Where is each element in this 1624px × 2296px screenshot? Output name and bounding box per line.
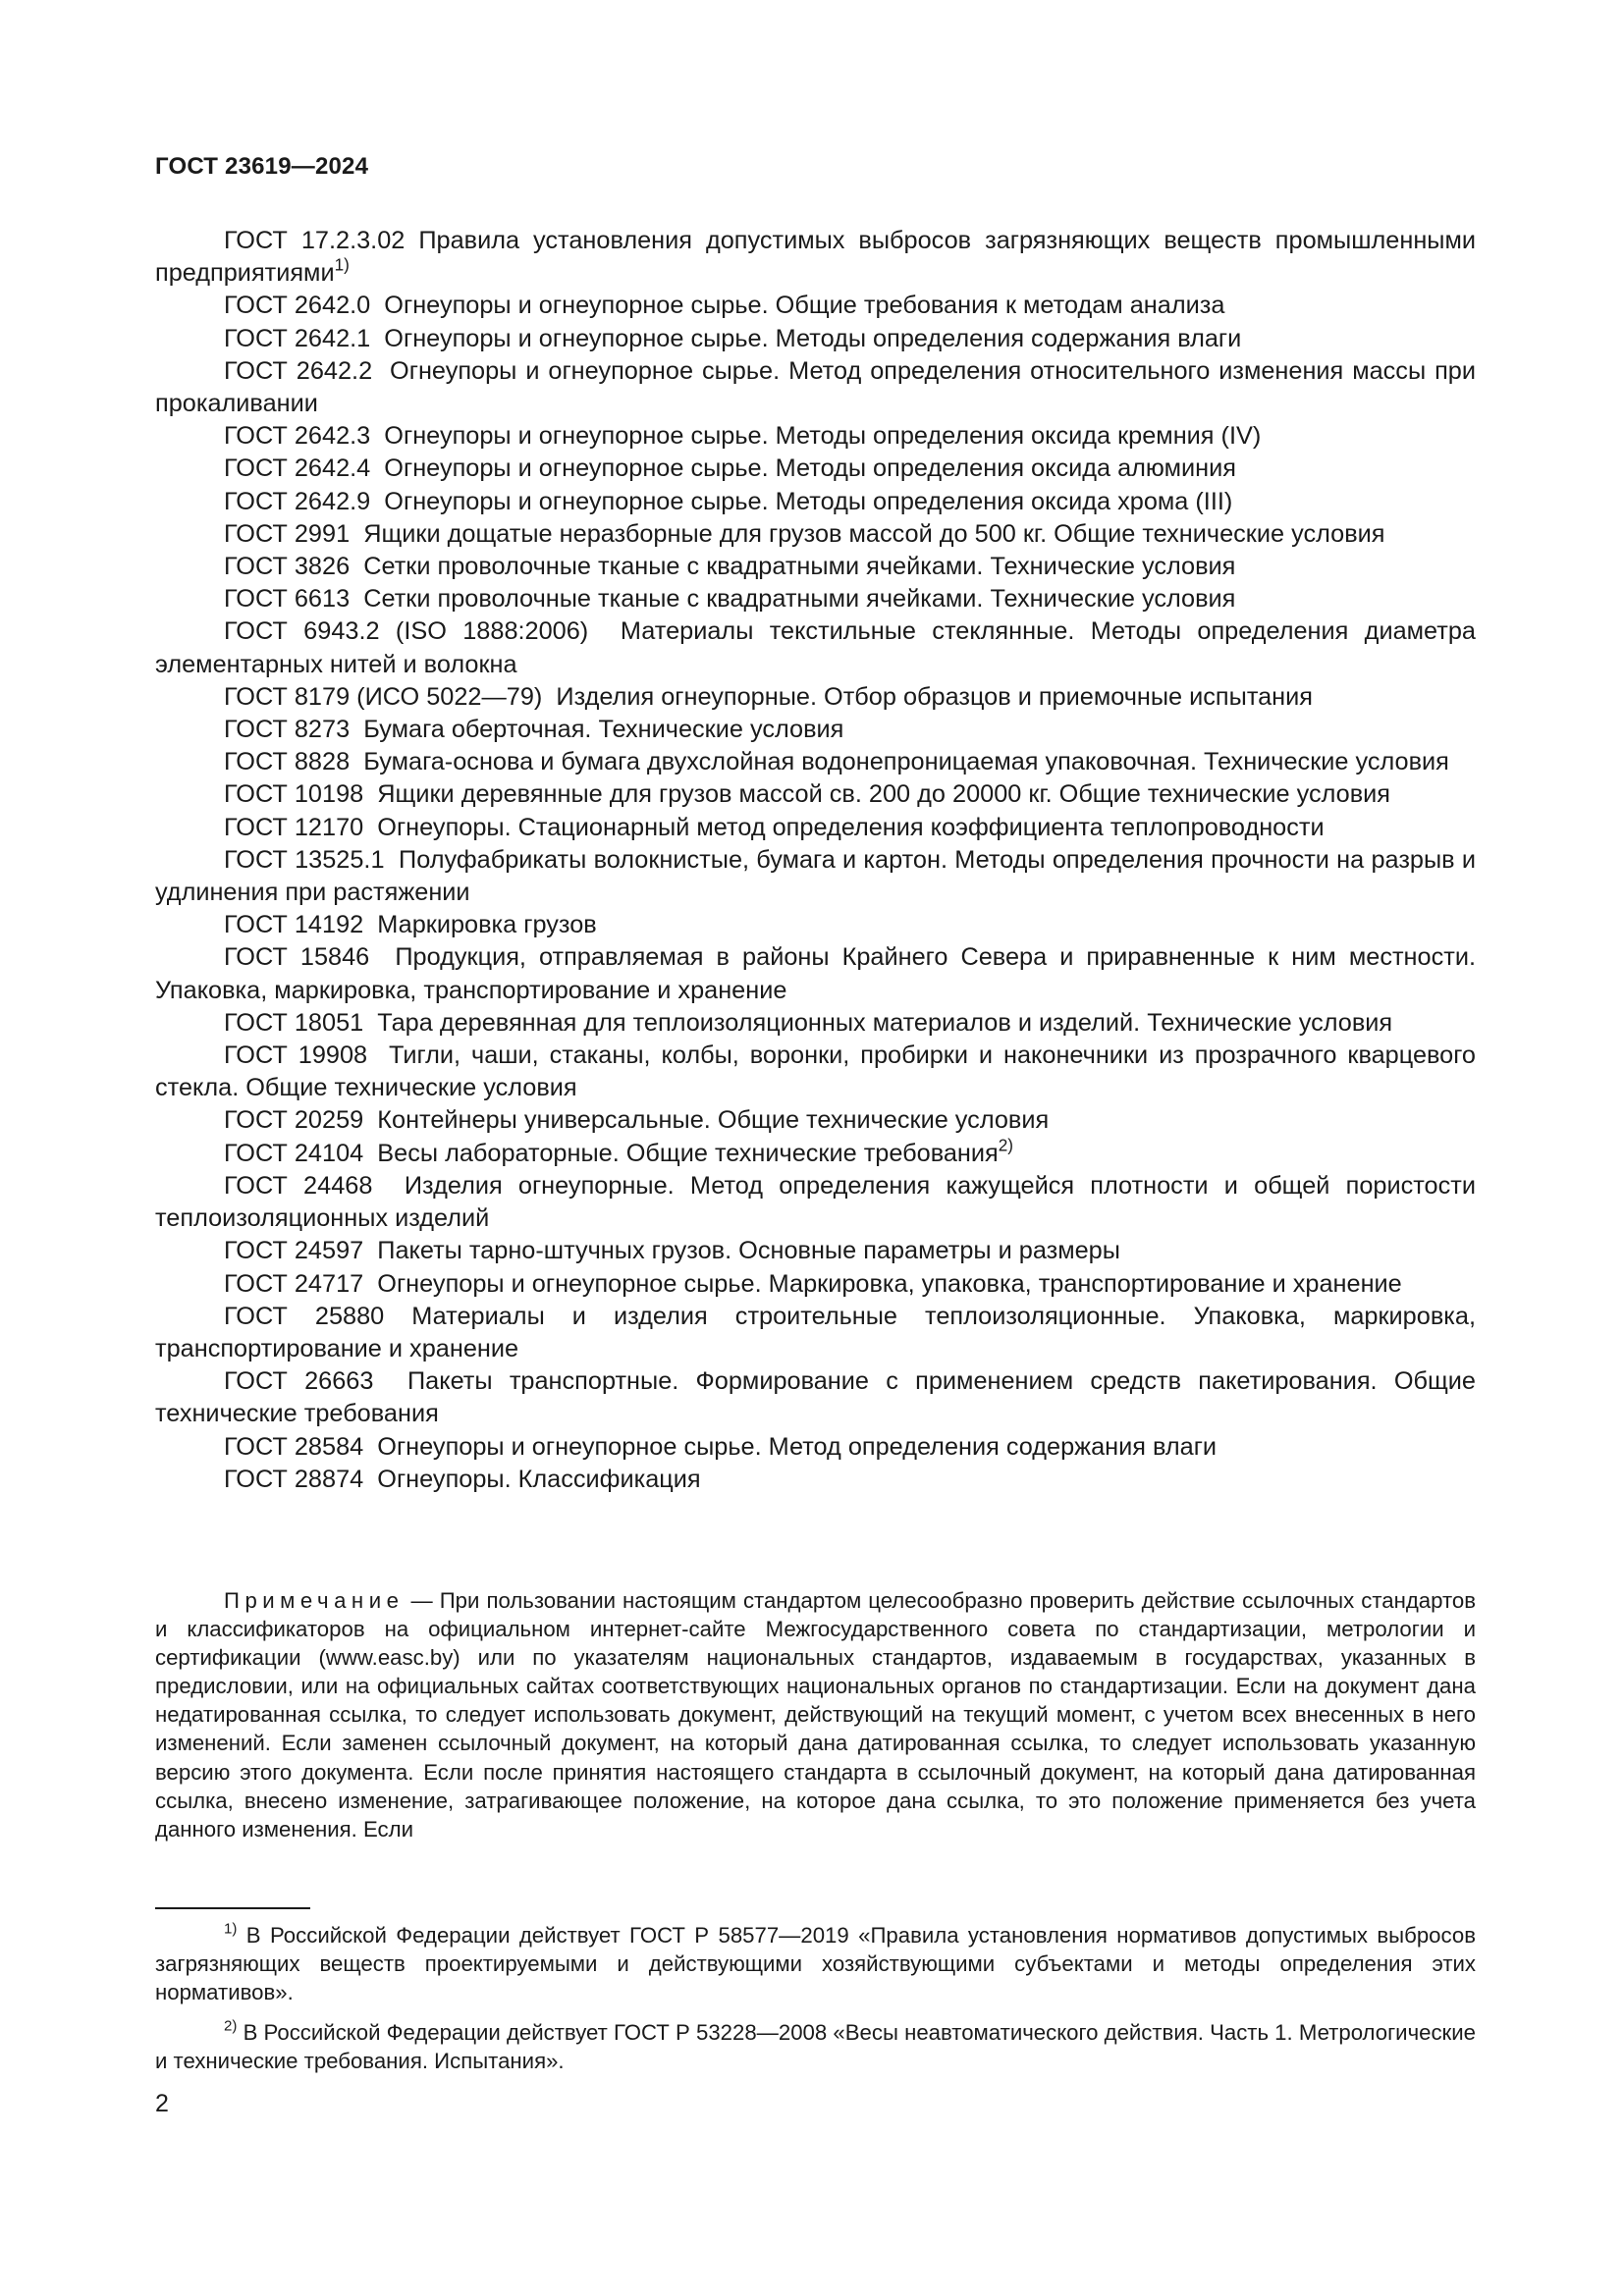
footnotes bbox=[155, 1921, 1476, 2087]
reference-text: ГОСТ 25880 Материалы и изделия строительные теплоизоляционные. Упаковка, маркировка, транспортирование и хранение bbox=[155, 1302, 1484, 1362]
reference-text: ГОСТ 2642.2 Огнеупоры и огнеупорное сырье. Метод определения относительного изменения массы при прокаливании bbox=[155, 356, 1484, 418]
reference-text: ГОСТ 2642.3 Огнеупоры и огнеупорное сырье. Методы определения оксида кремния (IV) bbox=[224, 422, 1262, 451]
normative-references-list bbox=[155, 225, 1484, 1496]
reference-item bbox=[155, 812, 1476, 844]
footnote-divider bbox=[155, 1907, 310, 1909]
reference-item bbox=[155, 909, 1476, 941]
reference-text: ГОСТ 6943.2 (ISO 1888:2006) Материалы текстильные стеклянные. Методы определения диаметра элементарных нитей и волокна bbox=[155, 617, 1484, 678]
reference-text: ГОСТ 8273 Бумага оберточная. Технические условия bbox=[224, 716, 844, 744]
reference-item bbox=[155, 420, 1476, 453]
reference-item bbox=[155, 1464, 1476, 1496]
page-number: 2 bbox=[155, 2090, 169, 2117]
reference-text: ГОСТ 8179 (ИСО 5022—79) Изделия огнеупорные. Отбор образцов и приемочные испытания bbox=[224, 682, 1313, 711]
reference-item bbox=[155, 1170, 1484, 1235]
reference-item bbox=[155, 941, 1484, 1006]
reference-text: ГОСТ 15846 Продукция, отправляемая в районы Крайнего Севера и приравненные к ним местности. Упаковка, маркировка, транспортирование и хранение bbox=[155, 943, 1484, 1004]
reference-item bbox=[155, 323, 1476, 355]
reference-text: ГОСТ 8828 Бумага-основа и бумага двухслойная водонепроницаемая упаковочная. Технические условия bbox=[224, 748, 1449, 776]
reference-text: ГОСТ 2642.0 Огнеупоры и огнеупорное сырье. Общие требования к методам анализа bbox=[224, 292, 1225, 320]
footnote-text: В Российской Федерации действует ГОСТ Р 58577—2019 «Правила установления нормативов допустимых выбросов загрязняющих веществ проектируемыми и действующими хозяйствующими субъектами и методы определения этих нормативов». bbox=[155, 1923, 1476, 2005]
reference-text: ГОСТ 28874 Огнеупоры. Классификация bbox=[224, 1465, 701, 1493]
reference-item bbox=[155, 1301, 1484, 1365]
reference-text: ГОСТ 6613 Сетки проволочные тканые с квадратными ячейками. Технические условия bbox=[224, 585, 1236, 614]
footnote-mark: 2) bbox=[224, 2017, 238, 2035]
reference-text: ГОСТ 14192 Маркировка грузов bbox=[224, 911, 597, 939]
reference-text: ГОСТ 24468 Изделия огнеупорные. Метод определения кажущейся плотности и общей пористости теплоизоляционных изделий bbox=[155, 1171, 1484, 1233]
reference-text: ГОСТ 2642.1 Огнеупоры и огнеупорное сырье. Методы определения содержания влаги bbox=[224, 324, 1242, 352]
reference-text: ГОСТ 24104 Весы лабораторные. Общие технические требования bbox=[224, 1139, 999, 1167]
reference-item bbox=[155, 778, 1476, 811]
reference-text: ГОСТ 28584 Огнеупоры и огнеупорное сырье. Метод определения содержания влаги bbox=[224, 1432, 1218, 1461]
document-header: ГОСТ 23619—2024 bbox=[155, 153, 369, 180]
reference-item bbox=[155, 1135, 1476, 1170]
reference-text: ГОСТ 2642.4 Огнеупоры и огнеупорное сырье. Методы определения оксида алюминия bbox=[224, 454, 1236, 483]
footnote-ref-2[interactable]: 2) bbox=[998, 1135, 1014, 1155]
reference-item bbox=[155, 1007, 1476, 1040]
reference-text: ГОСТ 17.2.3.02 Правила установления допустимых выбросов загрязняющих веществ промышленными предприятиями bbox=[155, 227, 1484, 288]
reference-item bbox=[155, 1431, 1476, 1464]
reference-text: ГОСТ 13525.1 Полуфабрикаты волокнистые, бумага и картон. Методы определения прочности на разрыв и удлинения при растяжении bbox=[155, 845, 1484, 907]
reference-text: ГОСТ 2642.9 Огнеупоры и огнеупорное сырье. Методы определения оксида хрома (III) bbox=[224, 487, 1233, 515]
reference-item bbox=[155, 551, 1476, 583]
reference-item bbox=[155, 355, 1484, 420]
reference-item bbox=[155, 615, 1484, 680]
note-paragraph bbox=[155, 1586, 1476, 1843]
reference-item bbox=[155, 453, 1476, 485]
reference-item bbox=[155, 290, 1476, 322]
reference-text: ГОСТ 3826 Сетки проволочные тканые с квадратными ячейками. Технические условия bbox=[224, 553, 1236, 581]
reference-text: ГОСТ 24597 Пакеты тарно-штучных грузов. Основные параметры и размеры bbox=[224, 1237, 1120, 1265]
footnote-text: В Российской Федерации действует ГОСТ Р 53228—2008 «Весы неавтоматического действия. Часть 1. Метрологические и технические требования. Испытания». bbox=[155, 2020, 1476, 2074]
reference-item bbox=[155, 1235, 1476, 1267]
reference-item bbox=[155, 1040, 1484, 1104]
reference-item bbox=[155, 1365, 1484, 1430]
reference-text: ГОСТ 20259 Контейнеры универсальные. Общие технические условия bbox=[224, 1106, 1050, 1135]
reference-item bbox=[155, 681, 1476, 714]
reference-text: ГОСТ 12170 Огнеупоры. Стационарный метод определения коэффициента теплопроводности bbox=[224, 813, 1325, 841]
reference-text: ГОСТ 24717 Огнеупоры и огнеупорное сырье. Маркировка, упаковка, транспортирование и хранение bbox=[224, 1269, 1402, 1298]
footnote-ref-1[interactable]: 1) bbox=[334, 254, 350, 275]
reference-text: ГОСТ 19908 Тигли, чаши, стаканы, колбы, воронки, пробирки и наконечники из прозрачного кварцевого стекла. Общие технические условия bbox=[155, 1041, 1484, 1102]
reference-text: ГОСТ 2991 Ящики дощатые неразборные для грузов массой до 500 кг. Общие технические условия bbox=[224, 519, 1385, 548]
reference-text: ГОСТ 10198 Ящики деревянные для грузов массой св. 200 до 20000 кг. Общие технические условия bbox=[224, 780, 1391, 809]
note-label: Примечание bbox=[224, 1588, 405, 1613]
reference-item bbox=[155, 583, 1476, 615]
reference-text: ГОСТ 26663 Пакеты транспортные. Формирование с применением средств пакетирования. Общие технические требования bbox=[155, 1367, 1484, 1428]
reference-item bbox=[155, 746, 1476, 778]
reference-item bbox=[155, 225, 1484, 290]
reference-item bbox=[155, 486, 1476, 518]
reference-item bbox=[155, 518, 1476, 551]
reference-item bbox=[155, 844, 1484, 909]
footnote-mark: 1) bbox=[224, 1920, 238, 1938]
reference-item bbox=[155, 1104, 1476, 1137]
reference-item bbox=[155, 1268, 1476, 1301]
footnote-item bbox=[155, 2018, 1476, 2075]
reference-text: ГОСТ 18051 Тара деревянная для теплоизоляционных материалов и изделий. Технические условия bbox=[224, 1008, 1393, 1037]
reference-item bbox=[155, 714, 1476, 746]
footnote-item bbox=[155, 1921, 1476, 2006]
note-text: — При пользовании настоящим стандартом целесообразно проверить действие ссылочных стандартов и классификаторов на официальном интернет-сайте Межгосударственного совета по стандартизации, метрологии и сертификации (www.easc.by) или по указателям национальных стандартов, издаваемым в государствах, указанных в предисловии, или на официальных сайтах соответствующих национальных органов по стандартизации. Если на документ дана недатированная ссылка, то следует использовать документ, действующий на текущий момент, с учетом всех внесенных в него изменений. Если заменен ссылочный документ, на который дана датированная ссылка, то следует использовать указанную версию этого документа. Если после принятия настоящего стандарта в ссылочный документ, на который дана датированная ссылка, внесено изменение, затрагивающее положение, на которое дана ссылка, то это положение применяется без учета данного изменения. Если bbox=[155, 1588, 1476, 1842]
